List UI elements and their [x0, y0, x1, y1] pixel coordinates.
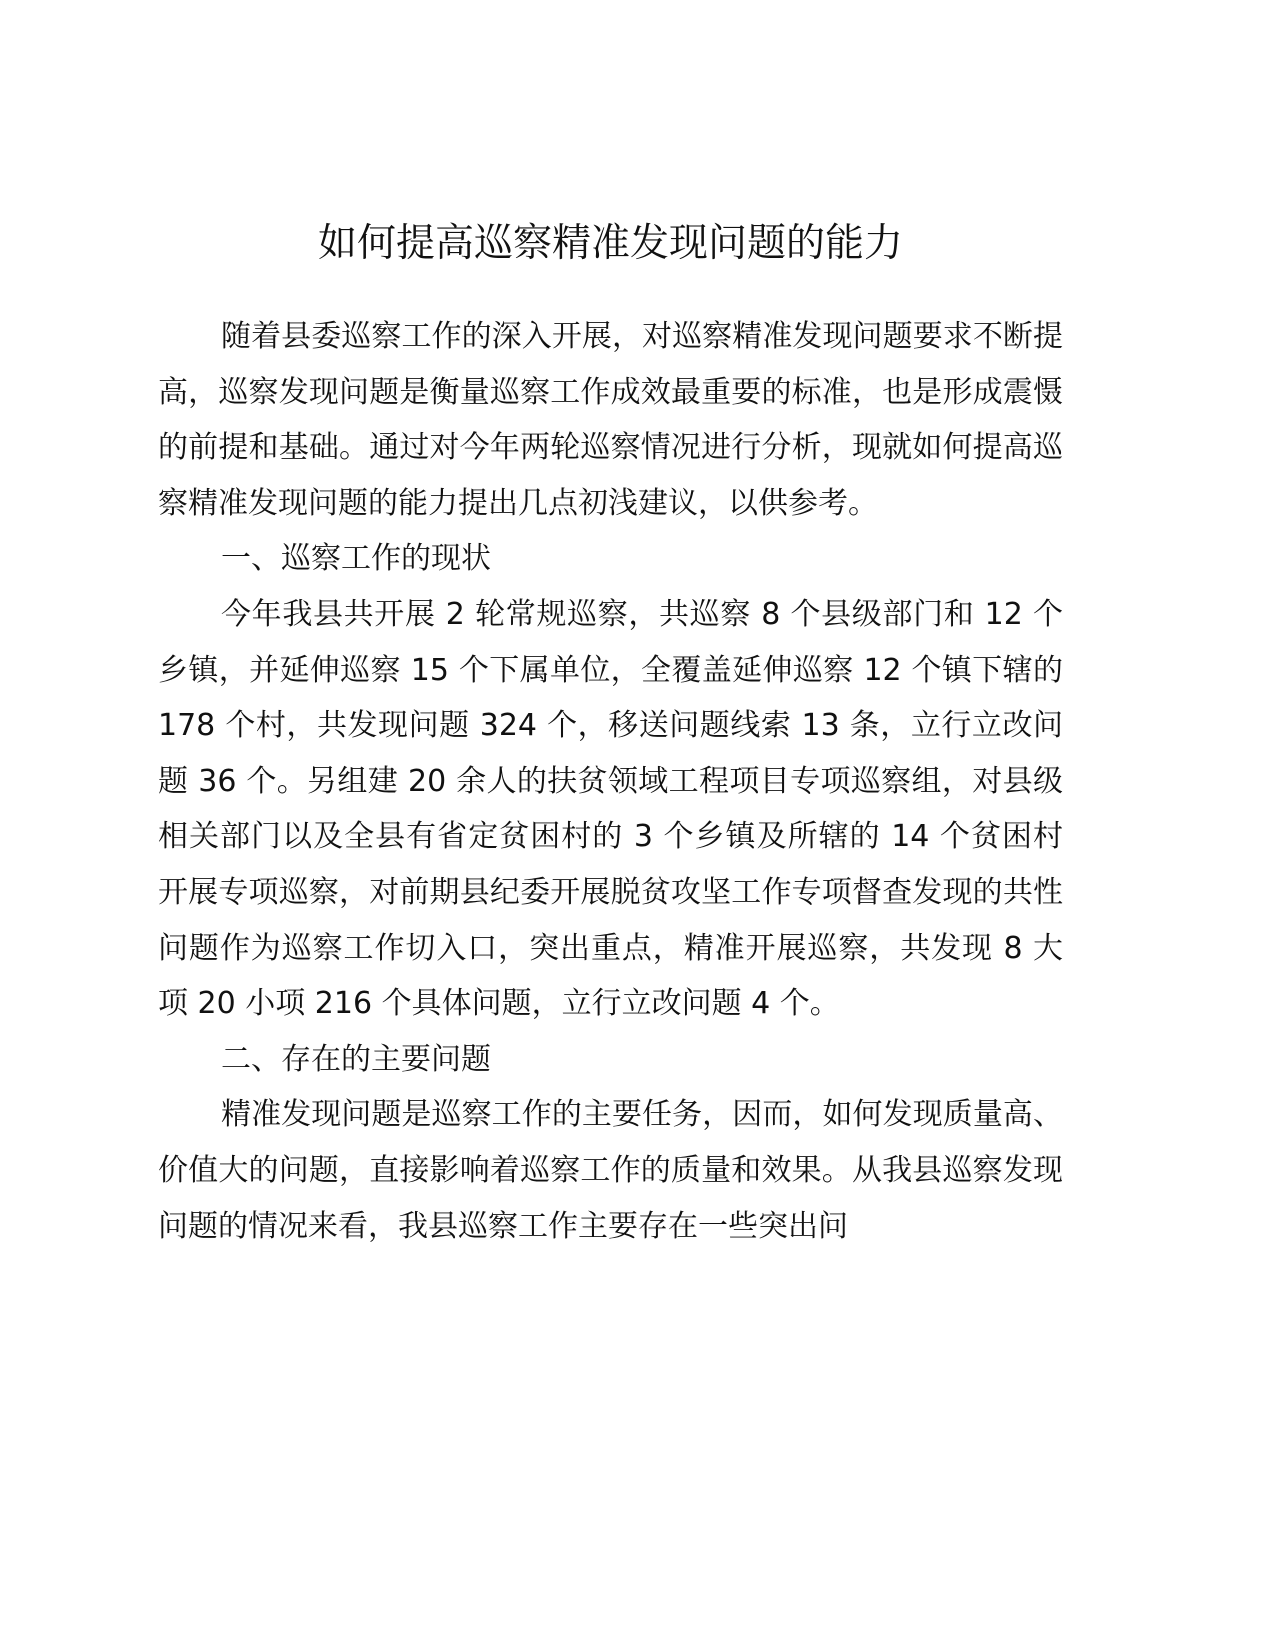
current-status-paragraph: 今年我县共开展 2 轮常规巡察，共巡察 8 个县级部门和 12 个乡镇，并延伸巡察 15 个下属单位，全覆盖延伸巡察 12 个镇下辖的 178 个村，共发现问题 324 个，移送问题线索 13 条，立行立改问题 36 个。另组建 20 余人的扶贫领域工程项目专项巡察组，对县级相关部门以及全县有省定贫困村的 3 个乡镇及所辖的 14 个贫困村开展专项巡察，对前期县纪委开展脱贫攻坚工作专项督查发现的共性问题作为巡察工作切入口，突出重点，精准开展巡察，共发现 8 大项 20 小项 216 个具体问题，立行立改问题 4 个。 — [158, 596, 1063, 1022]
main-problems-paragraph: 精准发现问题是巡察工作的主要任务，因而，如何发现质量高、价值大的问题，直接影响着巡察工作的质量和效果。从我县巡察发现问题的情况来看，我县巡察工作主要存在一些突出问 — [158, 1097, 1063, 1244]
document-title: 如何提高巡察精准发现问题的能力 — [317, 221, 903, 266]
document-page — [158, 215, 1063, 1254]
section-heading-current-status: 一、巡察工作的现状 — [221, 541, 491, 577]
section-heading-main-problems: 二、存在的主要问题 — [221, 1041, 491, 1077]
intro-paragraph: 随着县委巡察工作的深入开展，对巡察精准发现问题要求不断提高，巡察发现问题是衡量巡察工作成效最重要的标准，也是形成震慑的前提和基础。通过对今年两轮巡察情况进行分析，现就如何提高巡察精准发现问题的能力提出几点初浅建议，以供参考。 — [158, 319, 1063, 521]
